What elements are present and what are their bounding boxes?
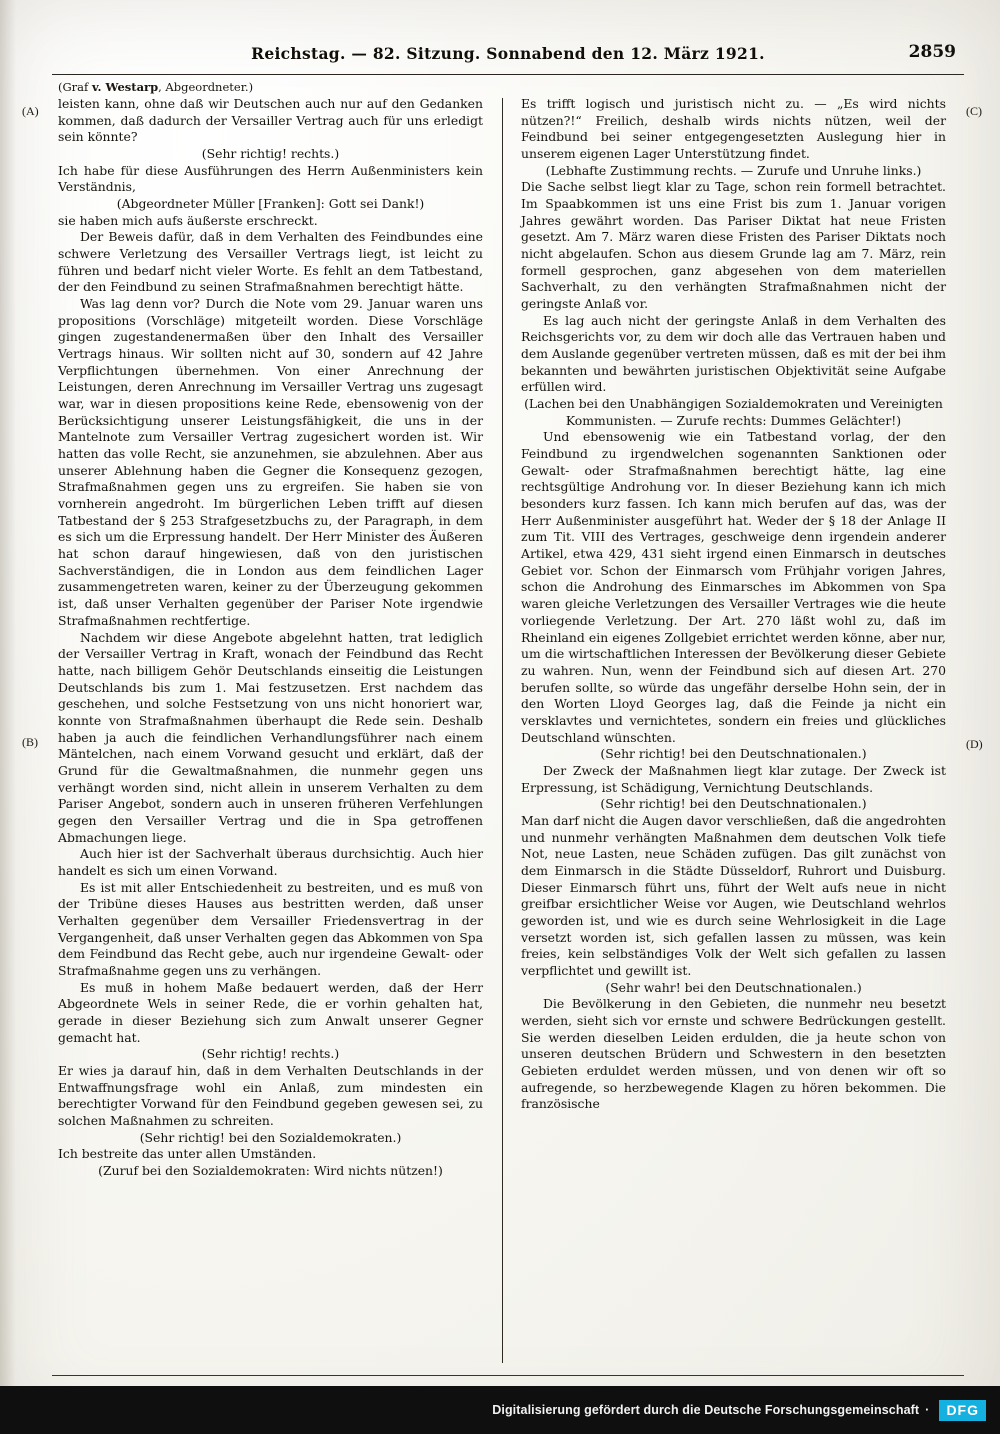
margin-marker-a: (A)	[22, 104, 39, 118]
left-column	[58, 96, 483, 1368]
footer-rule	[52, 1375, 964, 1376]
interjection: (Sehr richtig! bei den Deutschnationalen.)	[600, 796, 867, 812]
paragraph: Die Bevölkerung in den Gebieten, die nunmehr neu besetzt werden, sieht sich vor ernste und schwere Bedrückungen gestellt. Sie werden dieselben Leiden erdulden, die ja heute schon von unseren deutschen Brüdern und Schwestern in den besetzten Gebieten erduldet werden müssen, und von denen wir oft so aufregende, so herzbewegende Klagen zu hören bekommen. Die französische	[521, 996, 946, 1112]
paragraph: Ich bestreite das unter allen Umständen.	[58, 1146, 317, 1162]
page-header	[60, 44, 956, 70]
paragraph: Es ist mit aller Entschiedenheit zu bestreiten, und es muß von der Tribüne dieses Hauses aus bestritten werden, daß unser Verhalten gegenüber dem Versailler Friedensvertrag in der Vergangenheit, daß unser Verhalten gegen das Abkommen von Spa dem Feindbund das Recht gebe, auch nur irgendeine Gewalt- oder Strafmaßnahme gegen uns zu verhängen.	[58, 879, 483, 978]
footer-separator: ·	[925, 1403, 930, 1417]
paragraph: Es muß in hohem Maße bedauert werden, daß der Herr Abgeordnete Wels in seiner Rede, die er vorhin gehalten hat, gerade in dieser Beziehung sich zum Anwalt unserer Gegner gemacht hat.	[58, 979, 483, 1045]
text-columns	[58, 96, 946, 1368]
paragraph: Die Sache selbst liegt klar zu Tage, schon rein formell betrachtet. Im Spaabkommen ist uns eine Frist bis zum 1. Januar vorigen Jahres gewährt worden. Das Pariser Diktat hat neue Fristen gesetzt. Am 7. März waren diese Fristen des Pariser Diktats noch nicht abgelaufen. Schon aus diesem Grunde lag am 7. März, rein formell gesprochen, ganz abgesehen von dem materiellen Sachverhalt, zu den verhängten Strafmaßnahmen nicht der geringste Anlaß vor.	[521, 179, 946, 312]
speaker-attribution: (Graf v. Westarp, Abgeordneter.)	[58, 80, 254, 94]
paragraph: Ich habe für diese Ausführungen des Herrn Außenministers kein Verständnis,	[58, 162, 483, 195]
paragraph: Er wies ja darauf hin, daß in dem Verhalten Deutschlands in der Entwaffnungsfrage wohl ein Anlaß, zum mindesten ein berechtigter Vorwand für den Feindbund gegeben gewesen sei, zu solchen Maßnahmen zu schreiten.	[58, 1062, 483, 1128]
interjection: (Lebhafte Zustimmung rechts. — Zurufe und Unruhe links.)	[545, 162, 922, 178]
interjection: (Sehr richtig! rechts.)	[201, 1046, 340, 1062]
interjection: (Zuruf bei den Sozialdemokraten: Wird nichts nützen!)	[98, 1163, 443, 1178]
column-divider	[502, 98, 503, 1363]
interjection: (Sehr wahr! bei den Deutschnationalen.)	[605, 979, 862, 995]
paragraph: Auch hier ist der Sachverhalt überaus durchsichtig. Auch hier handelt es sich um einen Vorwand.	[58, 846, 483, 878]
header-title: Reichstag. — 82. Sitzung. Sonnabend den 12. März 1921.	[251, 44, 765, 63]
interjection: (Sehr richtig! bei den Deutschnationalen.)	[600, 746, 867, 762]
right-column	[521, 96, 946, 1368]
interjection: (Sehr richtig! rechts.)	[201, 146, 340, 162]
interjection: (Abgeordneter Müller [Franken]: Gott sei Dank!)	[116, 196, 425, 212]
margin-marker-d: (D)	[966, 737, 983, 751]
paragraph: Man darf nicht die Augen davor verschließen, daß die angedrohten und nunmehr verhängten Maßnahmen dem deutschen Volk tiefe Not, neue Lasten, neue Schäden zufügen. Das gilt zunächst von dem Einmarsch in die Städte Düsseldorf, Ruhrort und Duisburg. Dieser Einmarsch führt uns, führt der Welt aufs neue in nicht greifbar ersichtlicher Weise vor Augen, wie Deutschland wehrlos geworden ist, und wie es durch seine Wehrlosigkeit in die Lage versetzt worden ist, sich gefallen lassen zu müssen, was kein freies, kein selbständiges Volk der Welt sich gefallen zu lassen verpflichtet und gewillt ist.	[521, 812, 946, 978]
margin-marker-b: (B)	[22, 735, 38, 749]
paragraph: Der Zweck der Maßnahmen liegt klar zutage. Der Zweck ist Erpressung, ist Schädigung, Vernichtung Deutschlands.	[521, 762, 946, 795]
page-number: 2859	[908, 42, 956, 62]
paragraph: Und ebensowenig wie ein Tatbestand vorlag, der den Feindbund zu irgendwelchen sogenannten Sanktionen oder Gewalt- oder Strafmaßnahmen berechtigt hätte, lag eine rechtsgültige Androhung vor. In dieser Beziehung kann ich mich besonders kurz fassen. Ich kann mich berufen auf das, was der Herr Außenminister ausgeführt hat. Weder der § 18 der Anlage II zum Tit. VIII des Vertrages, geschweige denn irgendein anderer Artikel, etwa 429, 431 sieht irgend einen Einmarsch in deutsches Gebiet vor. Schon der Einmarsch vom Frühjahr vorigen Jahres, schon die Androhung des Einmarsches im Abkommen von Spa waren gleiche Verletzungen des Versailler Vertrages wie die heute vorliegende Verletzung. Der Art. 270 läßt wohl zu, daß im Rheinland ein eigenes Zollgebiet errichtet werden könne, aber nur, um die wirtschaftlichen Interessen der Bevölkerung dieser Gebiete zu wahren. Nun, wenn der Feindbund sich auf diesen Art. 270 berufen sollte, so würde das ungefähr derselbe Hohn sein, der in den Worten Lloyd Georges lag, daß die Feinde ja nicht ein versklavtes und vernichtetes, sondern ein freies und glückliches Deutschland wünschten.	[521, 429, 946, 745]
digitization-footer	[0, 1386, 1000, 1434]
paragraph: leisten kann, ohne daß wir Deutschen auch nur auf den Gedanken kommen, daß dadurch der Versailler Vertrag auch für uns erledigt sein könnte?	[58, 96, 483, 145]
paragraph: Es lag auch nicht der geringste Anlaß in dem Verhalten des Reichsgerichts vor, zu dem wir doch alle das Vertrauen haben und dem Auslande gegenüber vertreten müssen, daß es mit der bei ihm bekannten und bewährten juristischen Objektivität seine Aufgabe erfüllen wird.	[521, 312, 946, 395]
header-rule	[52, 74, 964, 75]
interjection: (Lachen bei den Unabhängigen Sozialdemokraten und Vereinigten Kommunisten. — Zurufe rechts: Dummes Gelächter!)	[524, 396, 943, 428]
margin-marker-c: (C)	[966, 104, 982, 118]
paragraph: Es trifft logisch und juristisch nicht zu. — „Es wird nichts nützen?!“ Freilich, deshalb wirds nichts nützen, weil der Feindbund bei seiner entgegengesetzten Auslegung hier in unserem eigenen Lager Unterstützung findet.	[521, 96, 946, 162]
paragraph: Was lag denn vor? Durch die Note vom 29. Januar waren uns propositions (Vorschläge) mitgeteilt worden. Diese Vorschläge gingen zugestandenermaßen über den Inhalt des Versailler Vertrags hinaus. Wir sollten nicht auf 30, sondern auf 42 Jahre Verpflichtungen übernehmen. Von einer Anrechnung der Leistungen, deren Anrechnung im Versailler Vertrag uns zugesagt war, war in diesen propositions keine Rede, ebensowenig von der Berücksichtigung unserer Leistungsfähigkeit, die uns in der Mantelnote zum Versailler Vertrag zugesichert worden ist. Wir hatten das volle Recht, sie anzunehmen, sie abzulehnen. Aber aus unserer Ablehnung haben die Gegner die Konsequenz gezogen, Strafmaßnahmen gegen uns zu ergreifen. Sie haben sie von vornherein angedroht. Im bürgerlichen Leben trifft auf diesen Tatbestand der § 253 Strafgesetzbuchs zu, der Paragraph, in dem es sich um die Erpressung handelt. Der Herr Minister des Äußeren hat schon darauf hingewiesen, daß von den juristischen Sachverständigen, die in London aus dem feindlichen Lager zusammengetreten waren, keiner zu der Überzeugung gekommen ist, daß unser Verhalten gegenüber der Pariser Note irgendwie Strafmaßnahmen rechtfertige.	[58, 296, 483, 628]
page-binding-shadow	[0, 0, 16, 1434]
footer-text: Digitalisierung gefördert durch die Deutsche Forschungsgemeinschaft	[492, 1403, 920, 1417]
dfg-logo: DFG	[939, 1400, 986, 1421]
paragraph: sie haben mich aufs äußerste erschreckt.	[58, 212, 318, 228]
interjection: (Sehr richtig! bei den Sozialdemokraten.)	[139, 1129, 402, 1145]
paragraph: Der Beweis dafür, daß in dem Verhalten des Feindbundes eine schwere Verletzung des Versailler Vertrags liegt, ist leicht zu führen und bedarf nicht vieler Worte. Es fehlt an dem Tatbestand, der den Feindbund zu seinen Strafmaßnahmen berechtigt hätte.	[58, 229, 483, 295]
paragraph: Nachdem wir diese Angebote abgelehnt hatten, trat lediglich der Versailler Vertrag in Kraft, wonach der Feindbund das Recht hatte, nach billigem Gehör Deutschlands einseitig die Leistungen Deutschlands bis zum 1. Mai festzusetzen. Erst nachdem das geschehen, und solche Festsetzung von uns nicht honoriert war, konnte von Strafmaßnahmen überhaupt die Rede sein. Deshalb haben ja auch die feindlichen Verhandlungsführer nach einem Mäntelchen, nach einem Vorwand gesucht und erklärt, daß der Grund für die Gewaltmaßnahmen, die nunmehr gegen uns verhängt worden sind, nicht allein in unserem Verhalten zu dem Pariser Angebot, sondern auch in unseren früheren Verfehlungen gegen den Versailler Vertrag und die in Spa getroffenen Abmachungen liege.	[58, 629, 483, 845]
